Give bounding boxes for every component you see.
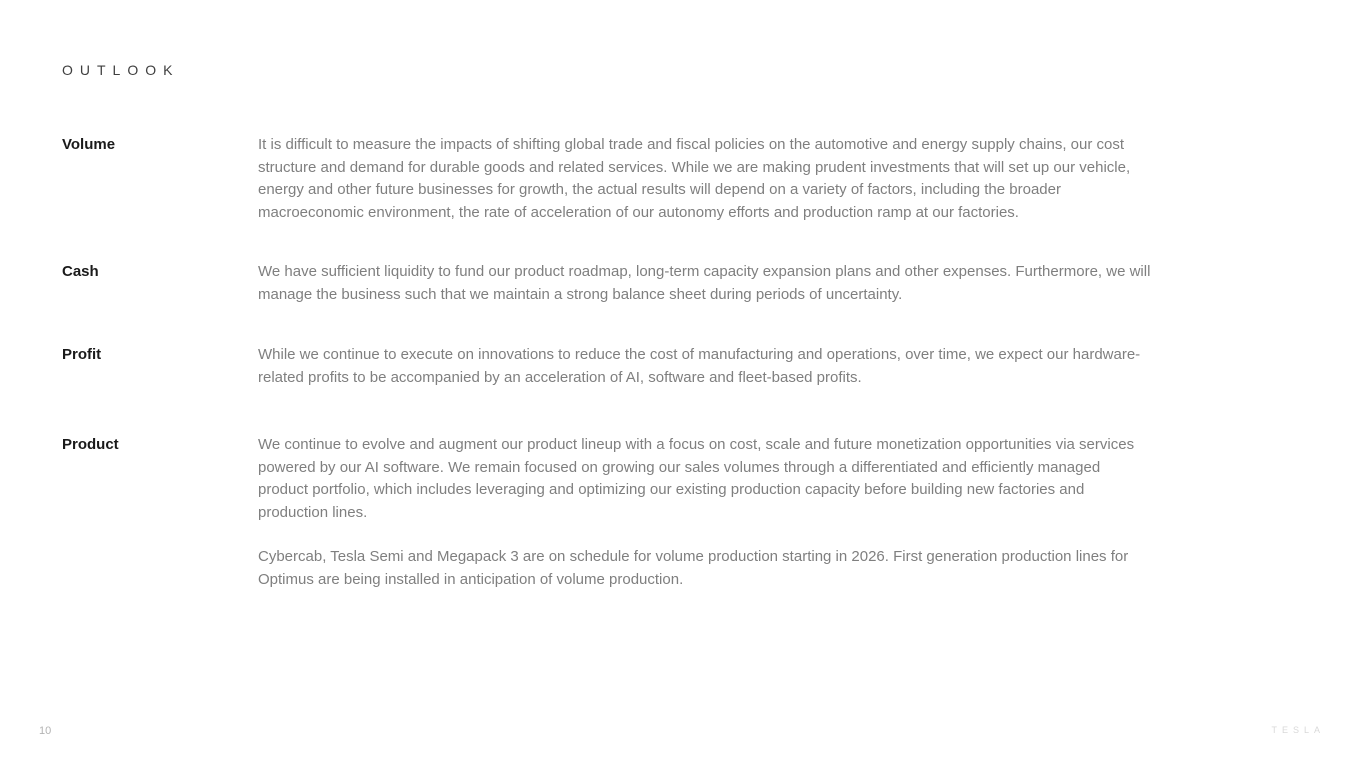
- tesla-wordmark: TESLA: [1271, 725, 1325, 735]
- section-paragraph: While we continue to execute on innovations to reduce the cost of manufacturing and operations, over time, we expect our hardware-related profits to be accompanied by an acceleration of AI, software and fleet-based profits.: [258, 346, 1141, 386]
- section-profit: [62, 344, 1152, 389]
- section-content-profit: [258, 344, 1152, 389]
- section-paragraph: We have sufficient liquidity to fund our product roadmap, long-term capacity expansion plans and other expenses. Furthermore, we will manage the business such that we maintain a strong balance sheet during periods of uncertainty.: [258, 263, 1151, 303]
- section-paragraph: It is difficult to measure the impacts of shifting global trade and fiscal policies on the automotive and energy supply chains, our cost structure and demand for durable goods and related services. While we are making prudent investments that will set up our vehicle, energy and other future businesses for growth, the actual results will depend on a variety of factors, including the broader macroeconomic environment, the rate of acceleration of our autonomy efforts and production ramp at our factories.: [258, 136, 1131, 221]
- page-title: OUTLOOK: [62, 62, 180, 78]
- section-label-profit: Profit: [62, 346, 102, 363]
- section-paragraph: Cybercab, Tesla Semi and Megapack 3 are on schedule for volume production starting in 2026. First generation production lines for Optimus are being installed in anticipation of volume production.: [258, 548, 1129, 588]
- section-content-cash: [258, 261, 1152, 306]
- section-label-cash: Cash: [62, 263, 99, 280]
- section-label-volume: Volume: [62, 136, 116, 153]
- section-content-volume: [258, 134, 1152, 224]
- section-paragraph: We continue to evolve and augment our product lineup with a focus on cost, scale and future monetization opportunities via services powered by our AI software. We remain focused on growing our sales volumes through a differentiated and efficiently managed product portfolio, which includes leveraging and optimizing our existing production capacity before building new factories and production lines.: [258, 436, 1135, 521]
- section-label-product: Product: [62, 436, 119, 453]
- section-cash: [62, 261, 1152, 306]
- page-number: 10: [39, 725, 52, 737]
- section-product: [62, 434, 1152, 591]
- section-volume: [62, 134, 1152, 224]
- section-content-product: [258, 434, 1152, 591]
